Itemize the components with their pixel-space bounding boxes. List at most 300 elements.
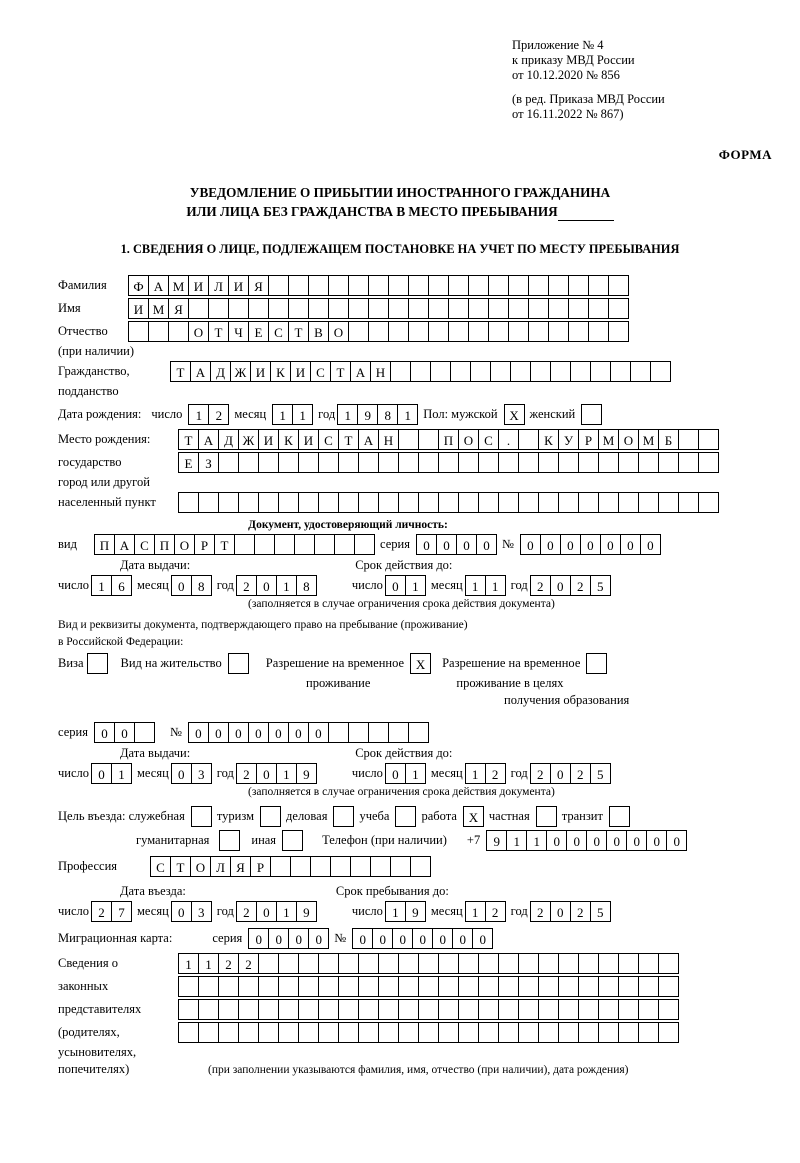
- char-cell[interactable]: [478, 976, 499, 997]
- char-cell[interactable]: 9: [405, 901, 426, 922]
- char-cell[interactable]: [698, 492, 719, 513]
- char-cell[interactable]: [298, 452, 319, 473]
- char-cell[interactable]: [488, 275, 509, 296]
- char-cell[interactable]: [508, 275, 529, 296]
- char-cell[interactable]: [598, 976, 619, 997]
- char-cell[interactable]: .: [498, 429, 519, 450]
- char-cell[interactable]: [578, 953, 599, 974]
- char-cell[interactable]: [348, 275, 369, 296]
- permit-issue-month-input[interactable]: [171, 763, 211, 784]
- char-cell[interactable]: [490, 361, 511, 382]
- stay-year-input[interactable]: [530, 901, 610, 922]
- char-cell[interactable]: [254, 534, 275, 555]
- char-cell[interactable]: [438, 999, 459, 1020]
- purpose-business-checkbox[interactable]: [333, 806, 353, 827]
- char-cell[interactable]: [698, 429, 719, 450]
- char-cell[interactable]: 2: [91, 901, 112, 922]
- char-cell[interactable]: 8: [191, 575, 212, 596]
- char-cell[interactable]: [658, 999, 679, 1020]
- char-cell[interactable]: [578, 492, 599, 513]
- char-cell[interactable]: 2: [238, 953, 259, 974]
- char-cell[interactable]: 0: [385, 575, 406, 596]
- char-cell[interactable]: [258, 999, 279, 1020]
- valid-year-input[interactable]: [530, 575, 610, 596]
- char-cell[interactable]: С: [310, 361, 331, 382]
- char-cell[interactable]: [538, 953, 559, 974]
- char-cell[interactable]: [650, 361, 671, 382]
- char-cell[interactable]: [538, 976, 559, 997]
- char-cell[interactable]: Я: [168, 298, 189, 319]
- char-cell[interactable]: [410, 361, 431, 382]
- char-cell[interactable]: [358, 452, 379, 473]
- char-cell[interactable]: У: [558, 429, 579, 450]
- phone-input[interactable]: [486, 830, 686, 851]
- char-cell[interactable]: 1: [111, 763, 132, 784]
- char-cell[interactable]: 0: [308, 722, 329, 743]
- char-cell[interactable]: [328, 722, 349, 743]
- char-cell[interactable]: [294, 534, 315, 555]
- char-cell[interactable]: 1: [188, 404, 209, 425]
- char-cell[interactable]: [338, 999, 359, 1020]
- char-cell[interactable]: [198, 976, 219, 997]
- char-cell[interactable]: [388, 722, 409, 743]
- char-cell[interactable]: [538, 999, 559, 1020]
- char-cell[interactable]: О: [174, 534, 195, 555]
- char-cell[interactable]: Т: [330, 361, 351, 382]
- char-cell[interactable]: [198, 1022, 219, 1043]
- char-cell[interactable]: [378, 953, 399, 974]
- char-cell[interactable]: [538, 452, 559, 473]
- issue-year-input[interactable]: [236, 575, 316, 596]
- char-cell[interactable]: 0: [452, 928, 473, 949]
- edu-residence-checkbox[interactable]: [586, 653, 606, 674]
- char-cell[interactable]: [450, 361, 471, 382]
- char-cell[interactable]: [298, 1022, 319, 1043]
- char-cell[interactable]: Л: [208, 275, 229, 296]
- char-cell[interactable]: [258, 953, 279, 974]
- char-cell[interactable]: [550, 361, 571, 382]
- char-cell[interactable]: И: [290, 361, 311, 382]
- char-cell[interactable]: 0: [171, 575, 192, 596]
- char-cell[interactable]: [298, 953, 319, 974]
- temp-residence-checkbox[interactable]: [410, 653, 430, 674]
- char-cell[interactable]: [368, 321, 389, 342]
- name-input[interactable]: [128, 298, 628, 319]
- char-cell[interactable]: [318, 976, 339, 997]
- char-cell[interactable]: Л: [210, 856, 231, 877]
- char-cell[interactable]: 0: [646, 830, 667, 851]
- char-cell[interactable]: [258, 1022, 279, 1043]
- char-cell[interactable]: М: [598, 429, 619, 450]
- char-cell[interactable]: [608, 321, 629, 342]
- char-cell[interactable]: [334, 534, 355, 555]
- char-cell[interactable]: [398, 999, 419, 1020]
- char-cell[interactable]: [528, 321, 549, 342]
- char-cell[interactable]: [470, 361, 491, 382]
- char-cell[interactable]: Т: [178, 429, 199, 450]
- char-cell[interactable]: П: [438, 429, 459, 450]
- purpose-study-checkbox[interactable]: [395, 806, 415, 827]
- char-cell[interactable]: [318, 452, 339, 473]
- char-cell[interactable]: [298, 492, 319, 513]
- char-cell[interactable]: [338, 492, 359, 513]
- char-cell[interactable]: [598, 1022, 619, 1043]
- char-cell[interactable]: X: [410, 653, 431, 674]
- char-cell[interactable]: [178, 1022, 199, 1043]
- char-cell[interactable]: [218, 492, 239, 513]
- char-cell[interactable]: [498, 492, 519, 513]
- char-cell[interactable]: [148, 321, 169, 342]
- char-cell[interactable]: 1: [465, 763, 486, 784]
- char-cell[interactable]: Ф: [128, 275, 149, 296]
- char-cell[interactable]: [618, 976, 639, 997]
- permit-valid-year-input[interactable]: [530, 763, 610, 784]
- char-cell[interactable]: [282, 830, 303, 851]
- char-cell[interactable]: 5: [590, 901, 611, 922]
- surname-input[interactable]: [128, 275, 628, 296]
- char-cell[interactable]: 2: [530, 901, 551, 922]
- char-cell[interactable]: [348, 722, 369, 743]
- char-cell[interactable]: [358, 999, 379, 1020]
- char-cell[interactable]: 0: [606, 830, 627, 851]
- char-cell[interactable]: 2: [570, 575, 591, 596]
- char-cell[interactable]: [128, 321, 149, 342]
- char-cell[interactable]: [538, 492, 559, 513]
- birthdate-month-input[interactable]: [272, 404, 312, 425]
- char-cell[interactable]: О: [328, 321, 349, 342]
- sex-female-checkbox[interactable]: [581, 404, 601, 425]
- char-cell[interactable]: Р: [578, 429, 599, 450]
- char-cell[interactable]: [418, 953, 439, 974]
- char-cell[interactable]: [658, 1022, 679, 1043]
- char-cell[interactable]: [590, 361, 611, 382]
- char-cell[interactable]: [378, 999, 399, 1020]
- char-cell[interactable]: [468, 275, 489, 296]
- char-cell[interactable]: [586, 653, 607, 674]
- char-cell[interactable]: [518, 999, 539, 1020]
- char-cell[interactable]: 0: [256, 763, 277, 784]
- char-cell[interactable]: А: [198, 429, 219, 450]
- char-cell[interactable]: 5: [590, 575, 611, 596]
- char-cell[interactable]: [219, 830, 240, 851]
- char-cell[interactable]: [570, 361, 591, 382]
- char-cell[interactable]: М: [168, 275, 189, 296]
- char-cell[interactable]: 2: [570, 763, 591, 784]
- stay-day-input[interactable]: [385, 901, 425, 922]
- char-cell[interactable]: [134, 722, 155, 743]
- char-cell[interactable]: И: [250, 361, 271, 382]
- char-cell[interactable]: [218, 999, 239, 1020]
- char-cell[interactable]: 2: [236, 763, 257, 784]
- char-cell[interactable]: А: [148, 275, 169, 296]
- char-cell[interactable]: [558, 492, 579, 513]
- char-cell[interactable]: [228, 298, 249, 319]
- char-cell[interactable]: [438, 492, 459, 513]
- char-cell[interactable]: 1: [198, 953, 219, 974]
- char-cell[interactable]: [348, 321, 369, 342]
- char-cell[interactable]: [358, 1022, 379, 1043]
- char-cell[interactable]: Ж: [230, 361, 251, 382]
- char-cell[interactable]: 1: [485, 575, 506, 596]
- char-cell[interactable]: 0: [171, 901, 192, 922]
- char-cell[interactable]: [238, 492, 259, 513]
- char-cell[interactable]: [308, 275, 329, 296]
- char-cell[interactable]: [608, 298, 629, 319]
- char-cell[interactable]: [388, 321, 409, 342]
- char-cell[interactable]: [518, 492, 539, 513]
- char-cell[interactable]: Ч: [228, 321, 249, 342]
- purpose-private-checkbox[interactable]: [536, 806, 556, 827]
- char-cell[interactable]: [378, 492, 399, 513]
- char-cell[interactable]: [298, 999, 319, 1020]
- char-cell[interactable]: Е: [248, 321, 269, 342]
- char-cell[interactable]: [588, 275, 609, 296]
- char-cell[interactable]: М: [148, 298, 169, 319]
- char-cell[interactable]: [558, 999, 579, 1020]
- char-cell[interactable]: 0: [472, 928, 493, 949]
- char-cell[interactable]: Д: [210, 361, 231, 382]
- char-cell[interactable]: [448, 298, 469, 319]
- char-cell[interactable]: 2: [236, 901, 257, 922]
- char-cell[interactable]: 2: [236, 575, 257, 596]
- char-cell[interactable]: [270, 856, 291, 877]
- char-cell[interactable]: [438, 452, 459, 473]
- profession-input[interactable]: [150, 856, 430, 877]
- permit-number-input[interactable]: [188, 722, 428, 743]
- char-cell[interactable]: [528, 275, 549, 296]
- birthplace-input-3[interactable]: [178, 492, 718, 513]
- stay-month-input[interactable]: [465, 901, 505, 922]
- char-cell[interactable]: 0: [540, 534, 561, 555]
- char-cell[interactable]: 0: [91, 763, 112, 784]
- char-cell[interactable]: [458, 452, 479, 473]
- char-cell[interactable]: [87, 653, 108, 674]
- char-cell[interactable]: 1: [276, 901, 297, 922]
- char-cell[interactable]: [238, 976, 259, 997]
- char-cell[interactable]: [678, 452, 699, 473]
- char-cell[interactable]: [638, 492, 659, 513]
- char-cell[interactable]: [358, 976, 379, 997]
- char-cell[interactable]: [188, 298, 209, 319]
- char-cell[interactable]: 1: [276, 575, 297, 596]
- birthplace-input-2[interactable]: [178, 452, 718, 473]
- char-cell[interactable]: [458, 1022, 479, 1043]
- char-cell[interactable]: [338, 452, 359, 473]
- char-cell[interactable]: С: [478, 429, 499, 450]
- char-cell[interactable]: 0: [188, 722, 209, 743]
- char-cell[interactable]: 0: [550, 763, 571, 784]
- birthplace-input-1[interactable]: [178, 429, 718, 450]
- char-cell[interactable]: [398, 429, 419, 450]
- char-cell[interactable]: X: [504, 404, 525, 425]
- char-cell[interactable]: [248, 298, 269, 319]
- char-cell[interactable]: [398, 976, 419, 997]
- char-cell[interactable]: 0: [114, 722, 135, 743]
- char-cell[interactable]: 1: [385, 901, 406, 922]
- char-cell[interactable]: [308, 298, 329, 319]
- char-cell[interactable]: [408, 321, 429, 342]
- char-cell[interactable]: 0: [586, 830, 607, 851]
- char-cell[interactable]: Р: [250, 856, 271, 877]
- entry-day-input[interactable]: [91, 901, 131, 922]
- char-cell[interactable]: 1: [526, 830, 547, 851]
- char-cell[interactable]: [368, 722, 389, 743]
- char-cell[interactable]: [368, 275, 389, 296]
- char-cell[interactable]: К: [270, 361, 291, 382]
- char-cell[interactable]: 0: [580, 534, 601, 555]
- entry-month-input[interactable]: [171, 901, 211, 922]
- char-cell[interactable]: 2: [218, 953, 239, 974]
- char-cell[interactable]: [638, 1022, 659, 1043]
- sex-male-checkbox[interactable]: [504, 404, 524, 425]
- char-cell[interactable]: 0: [248, 928, 269, 949]
- char-cell[interactable]: М: [638, 429, 659, 450]
- char-cell[interactable]: 0: [412, 928, 433, 949]
- char-cell[interactable]: [298, 976, 319, 997]
- char-cell[interactable]: [410, 856, 431, 877]
- char-cell[interactable]: 0: [256, 901, 277, 922]
- char-cell[interactable]: [398, 953, 419, 974]
- char-cell[interactable]: [638, 452, 659, 473]
- char-cell[interactable]: X: [463, 806, 484, 827]
- char-cell[interactable]: [398, 452, 419, 473]
- char-cell[interactable]: [498, 1022, 519, 1043]
- char-cell[interactable]: 9: [486, 830, 507, 851]
- char-cell[interactable]: [278, 492, 299, 513]
- char-cell[interactable]: [558, 452, 579, 473]
- doc-series-input[interactable]: [416, 534, 496, 555]
- char-cell[interactable]: [338, 1022, 359, 1043]
- birthdate-year-input[interactable]: [337, 404, 417, 425]
- char-cell[interactable]: Н: [378, 429, 399, 450]
- char-cell[interactable]: [498, 452, 519, 473]
- char-cell[interactable]: 9: [357, 404, 378, 425]
- char-cell[interactable]: [258, 492, 279, 513]
- char-cell[interactable]: 1: [465, 901, 486, 922]
- char-cell[interactable]: Т: [338, 429, 359, 450]
- char-cell[interactable]: [318, 999, 339, 1020]
- char-cell[interactable]: 0: [248, 722, 269, 743]
- char-cell[interactable]: [368, 298, 389, 319]
- char-cell[interactable]: Б: [658, 429, 679, 450]
- char-cell[interactable]: 2: [208, 404, 229, 425]
- char-cell[interactable]: 0: [288, 722, 309, 743]
- char-cell[interactable]: [390, 856, 411, 877]
- purpose-service-checkbox[interactable]: [191, 806, 211, 827]
- char-cell[interactable]: [618, 492, 639, 513]
- char-cell[interactable]: [198, 492, 219, 513]
- char-cell[interactable]: П: [94, 534, 115, 555]
- char-cell[interactable]: 0: [436, 534, 457, 555]
- char-cell[interactable]: [538, 1022, 559, 1043]
- char-cell[interactable]: [358, 953, 379, 974]
- char-cell[interactable]: [658, 492, 679, 513]
- char-cell[interactable]: 0: [520, 534, 541, 555]
- char-cell[interactable]: [278, 976, 299, 997]
- char-cell[interactable]: [458, 976, 479, 997]
- char-cell[interactable]: 0: [268, 928, 289, 949]
- char-cell[interactable]: [581, 404, 602, 425]
- char-cell[interactable]: [390, 361, 411, 382]
- rep-input-1[interactable]: [178, 953, 678, 974]
- char-cell[interactable]: 8: [296, 575, 317, 596]
- char-cell[interactable]: Т: [208, 321, 229, 342]
- char-cell[interactable]: 0: [432, 928, 453, 949]
- char-cell[interactable]: [378, 452, 399, 473]
- char-cell[interactable]: С: [268, 321, 289, 342]
- char-cell[interactable]: [618, 1022, 639, 1043]
- rep-input-3[interactable]: [178, 999, 678, 1020]
- char-cell[interactable]: 0: [372, 928, 393, 949]
- char-cell[interactable]: Т: [288, 321, 309, 342]
- rep-input-4[interactable]: [178, 1022, 678, 1043]
- permit-valid-day-input[interactable]: [385, 763, 425, 784]
- permit-issue-day-input[interactable]: [91, 763, 131, 784]
- char-cell[interactable]: [238, 452, 259, 473]
- char-cell[interactable]: [330, 856, 351, 877]
- residence-checkbox[interactable]: [228, 653, 248, 674]
- char-cell[interactable]: [618, 953, 639, 974]
- char-cell[interactable]: 1: [465, 575, 486, 596]
- char-cell[interactable]: [548, 275, 569, 296]
- char-cell[interactable]: [568, 275, 589, 296]
- visa-checkbox[interactable]: [87, 653, 107, 674]
- char-cell[interactable]: [638, 999, 659, 1020]
- char-cell[interactable]: [178, 976, 199, 997]
- char-cell[interactable]: [598, 452, 619, 473]
- char-cell[interactable]: [278, 1022, 299, 1043]
- char-cell[interactable]: Я: [248, 275, 269, 296]
- mc-number-input[interactable]: [352, 928, 492, 949]
- char-cell[interactable]: 0: [550, 901, 571, 922]
- char-cell[interactable]: З: [198, 452, 219, 473]
- char-cell[interactable]: [458, 953, 479, 974]
- char-cell[interactable]: [228, 653, 249, 674]
- char-cell[interactable]: [278, 999, 299, 1020]
- char-cell[interactable]: 0: [308, 928, 329, 949]
- char-cell[interactable]: 3: [191, 763, 212, 784]
- issue-day-input[interactable]: [91, 575, 131, 596]
- char-cell[interactable]: 2: [485, 763, 506, 784]
- char-cell[interactable]: Ж: [238, 429, 259, 450]
- char-cell[interactable]: [528, 298, 549, 319]
- char-cell[interactable]: К: [538, 429, 559, 450]
- char-cell[interactable]: 0: [476, 534, 497, 555]
- char-cell[interactable]: [290, 856, 311, 877]
- rep-input-2[interactable]: [178, 976, 678, 997]
- char-cell[interactable]: [678, 429, 699, 450]
- char-cell[interactable]: [278, 452, 299, 473]
- char-cell[interactable]: [530, 361, 551, 382]
- purpose-other-checkbox[interactable]: [282, 830, 302, 851]
- char-cell[interactable]: 1: [506, 830, 527, 851]
- valid-day-input[interactable]: [385, 575, 425, 596]
- char-cell[interactable]: [268, 275, 289, 296]
- entry-year-input[interactable]: [236, 901, 316, 922]
- char-cell[interactable]: [388, 275, 409, 296]
- char-cell[interactable]: 8: [377, 404, 398, 425]
- char-cell[interactable]: [328, 275, 349, 296]
- char-cell[interactable]: [198, 999, 219, 1020]
- char-cell[interactable]: [208, 298, 229, 319]
- char-cell[interactable]: [598, 492, 619, 513]
- char-cell[interactable]: [338, 976, 359, 997]
- char-cell[interactable]: [398, 492, 419, 513]
- char-cell[interactable]: [238, 999, 259, 1020]
- char-cell[interactable]: [609, 806, 630, 827]
- char-cell[interactable]: 2: [485, 901, 506, 922]
- char-cell[interactable]: Е: [178, 452, 199, 473]
